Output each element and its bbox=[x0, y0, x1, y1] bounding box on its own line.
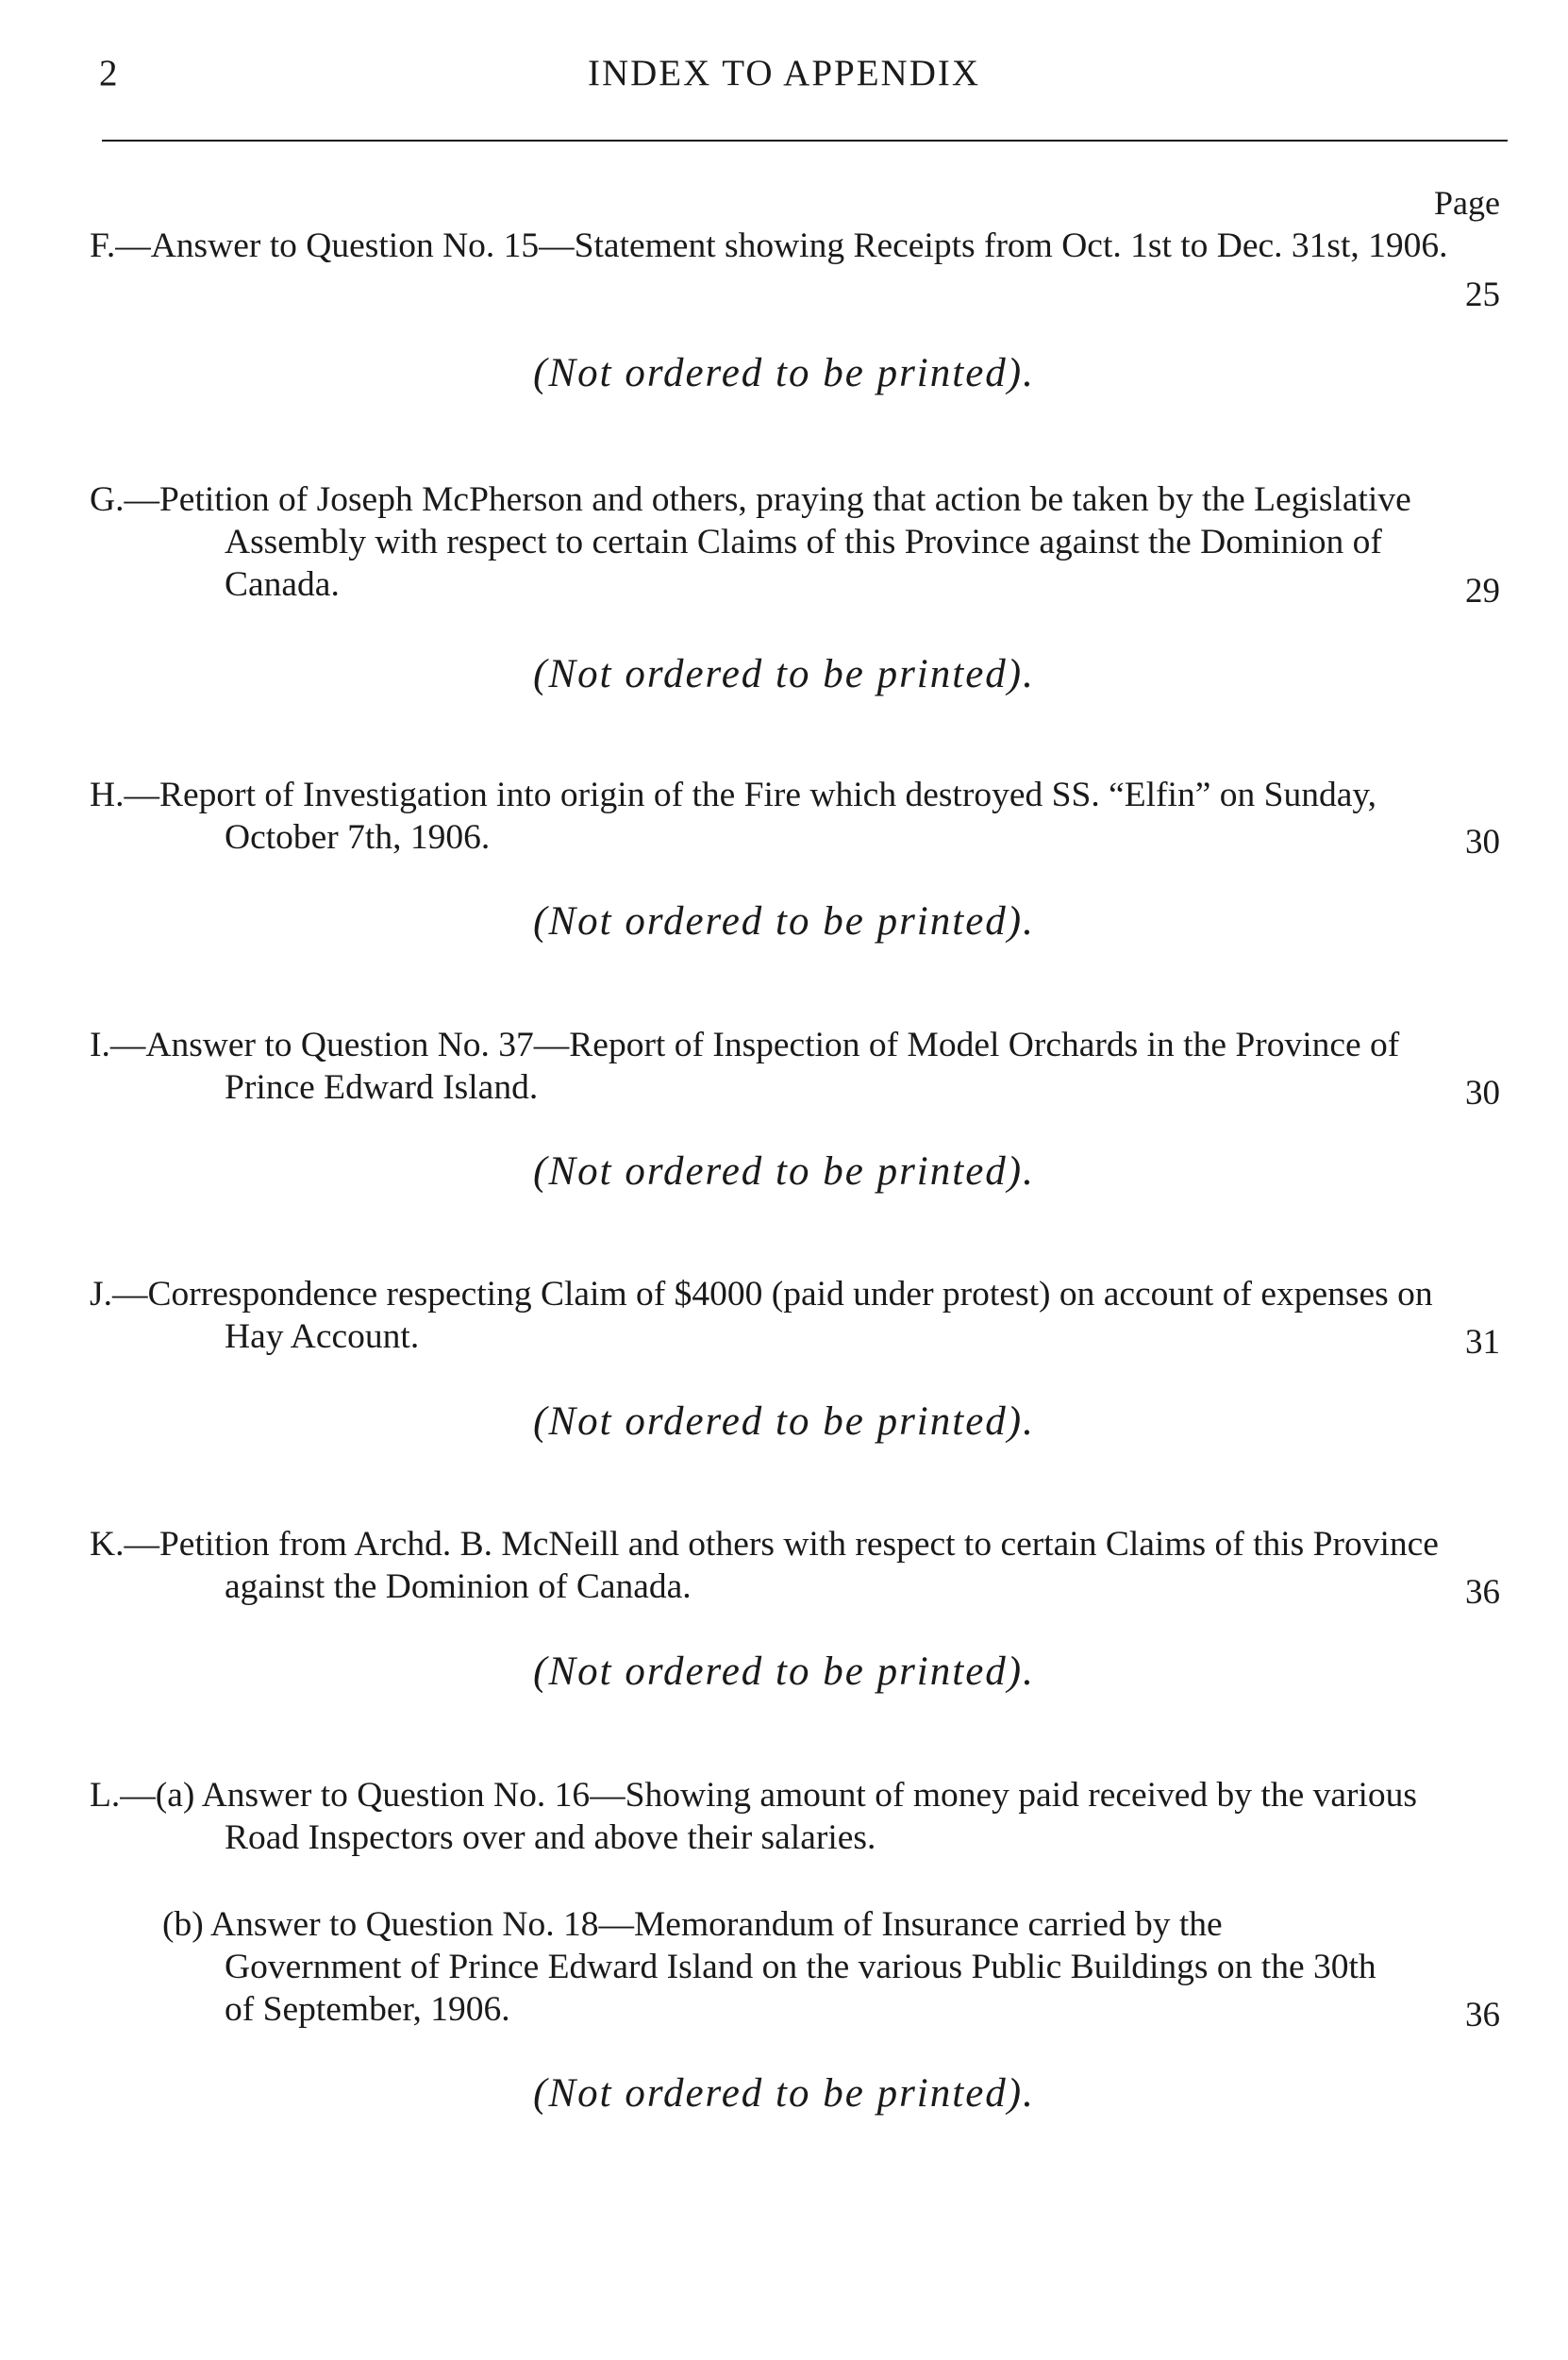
not-printed-note: (Not ordered to be printed). bbox=[533, 899, 1035, 944]
header-rule bbox=[102, 140, 1508, 142]
not-printed-note: (Not ordered to be printed). bbox=[533, 1149, 1035, 1194]
entry-page-number: 36 bbox=[1465, 1573, 1500, 1612]
page-column-label: Page bbox=[1434, 184, 1500, 222]
entry-text: G.—Petition of Joseph McPherson and others, praying that action be taken by the Legislative Assembly with respect to certain Claims of this Province against the Dominion of Canada. bbox=[90, 480, 1411, 604]
not-printed-note: (Not ordered to be printed). bbox=[533, 2071, 1035, 2116]
entry-text: K.—Petition from Archd. B. McNeill and others with respect to certain Claims of this Province against the Dominion of Canada. bbox=[90, 1525, 1439, 1606]
not-printed-note: (Not ordered to be printed). bbox=[533, 1649, 1035, 1694]
entry-page-number: 25 bbox=[1465, 276, 1500, 314]
entry-page-number: 30 bbox=[1465, 823, 1500, 862]
running-head-title: INDEX TO APPENDIX bbox=[587, 53, 981, 93]
not-printed-note: (Not ordered to be printed). bbox=[533, 1399, 1035, 1444]
entry-text: J.—Correspondence respecting Claim of $4000 (paid under protest) on account of expenses on Hay Account. bbox=[90, 1275, 1433, 1356]
not-printed-note: (Not ordered to be printed). bbox=[533, 652, 1035, 696]
entry-page-number: 36 bbox=[1465, 1996, 1500, 2034]
entry-page-number: 29 bbox=[1465, 572, 1500, 611]
entry-text: F.—Answer to Question No. 15—Statement showing Receipts from Oct. 1st to Dec. 31st, 1906. bbox=[90, 226, 1448, 265]
entry-text-part-a: L.—(a) Answer to Question No. 16—Showing amount of money paid received by the various Road Inspectors over and above their salaries. bbox=[90, 1776, 1418, 1857]
entry-text: H.—Report of Investigation into origin of the Fire which destroyed SS. “Elfin” on Sunday, October 7th, 1906. bbox=[90, 776, 1377, 857]
not-printed-note: (Not ordered to be printed). bbox=[533, 351, 1035, 395]
entry-text: I.—Answer to Question No. 37—Report of Inspection of Model Orchards in the Province of Prince Edward Island. bbox=[90, 1026, 1400, 1107]
page-number: 2 bbox=[99, 53, 118, 93]
entry-page-number: 30 bbox=[1465, 1074, 1500, 1113]
entry-text-part-b: (b) Answer to Question No. 18—Memorandum of Insurance carried by the Government of Prince Edward Island on the various Public Buildings on the 30th of September, 1906. bbox=[162, 1905, 1376, 2029]
entry-page-number: 31 bbox=[1465, 1323, 1500, 1362]
